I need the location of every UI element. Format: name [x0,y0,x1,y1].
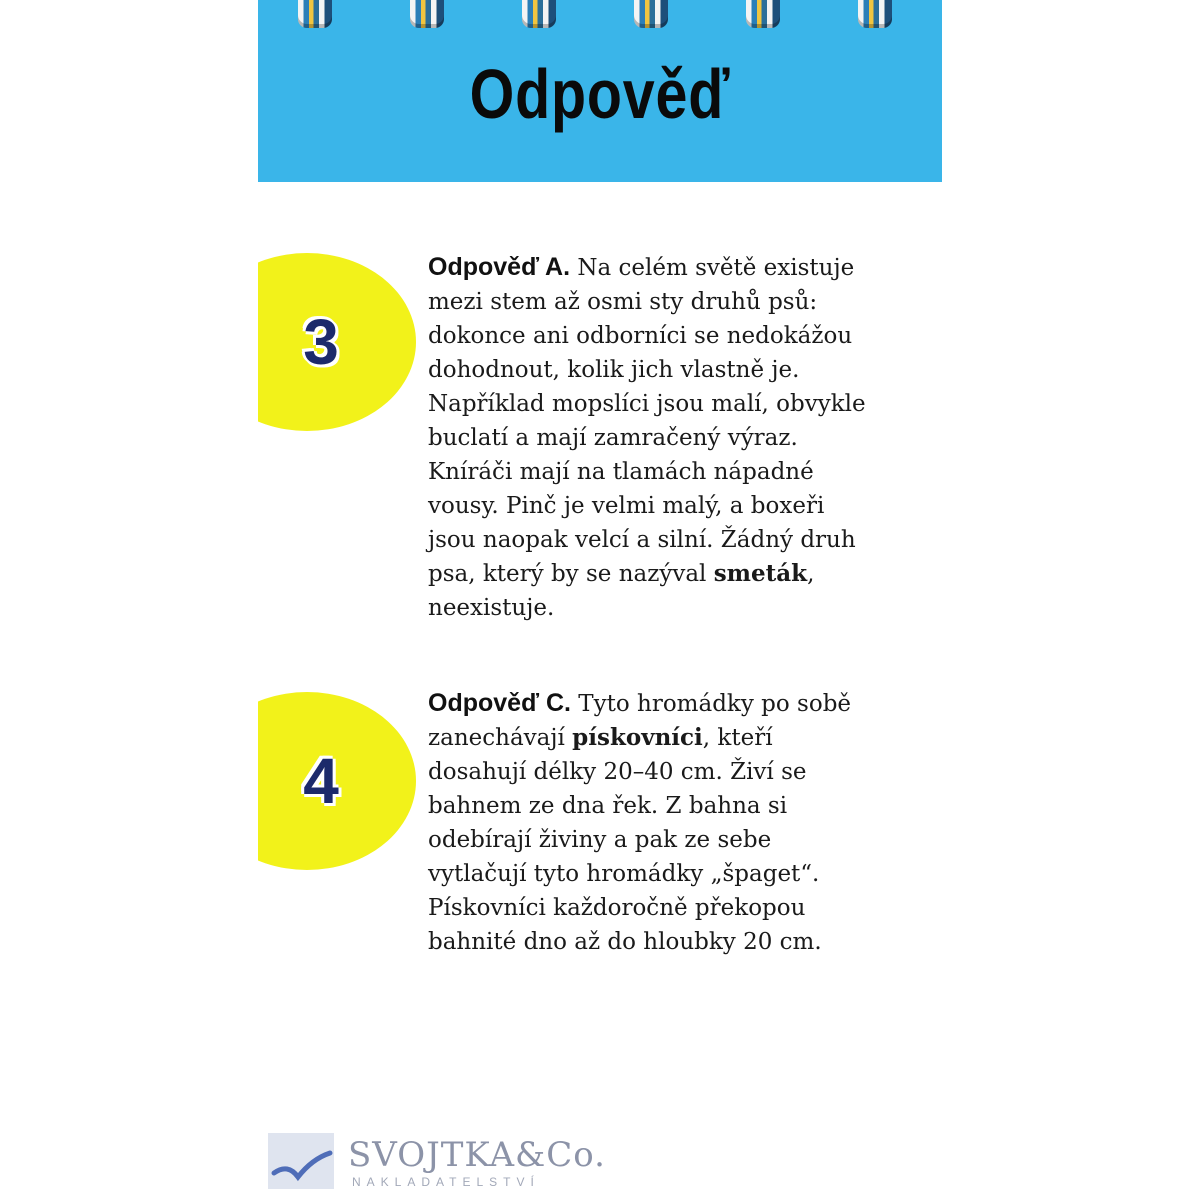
number-badge [258,692,416,870]
quiz-card [258,0,942,1200]
answer-lead: Odpověď A. [428,253,571,281]
spiral-ring-icon [858,0,892,28]
spiral-ring-icon [746,0,780,28]
answer-block [428,686,868,959]
badge-number: 4 [303,745,339,817]
publisher-name: SVOJTKA&Co. [348,1135,606,1175]
answer-text-end: , neexistuje. [428,561,815,621]
header-banner [258,0,942,182]
publisher-subtitle: NAKLADATELSTVÍ [352,1175,540,1189]
publisher-logo [268,1133,606,1193]
answer-text: Na celém světě existuje mezi stem až osmi sty druhů psů: dokonce ani odborníci se nedokážou dohodnout, kolik jich vlastně je. Například mopslíci jsou malí, obvykle buclatí a mají zamračený výraz. Kníráči mají na tlamách nápadné vousy. Pinč je velmi malý, a boxeři jsou naopak velcí a silní. Žádný druh psa, který by se nazýval [428,255,866,587]
page-title: Odpověď [469,55,731,133]
answer-keyword: pískovníci [572,724,703,751]
answer-block [428,250,868,625]
spiral-ring-icon [410,0,444,28]
spiral-ring-icon [522,0,556,28]
answer-lead: Odpověď C. [428,689,571,717]
spiral-ring-icon [298,0,332,28]
badge-number: 3 [303,306,339,378]
book-check-icon [268,1133,334,1189]
number-badge [258,253,416,431]
answer-keyword: smeták [713,560,808,587]
spiral-ring-icon [634,0,668,28]
answer-text: Tyto hromádky po sobě zanechávají [428,691,852,751]
answer-text-end: , kteří dosahují délky 20–40 cm. Živí se bahnem ze dna řek. Z bahna si odebírají živiny a pak ze sebe vytlačují tyto hromádky „špaget“. Pískovníci každoročně překopou bahnité dno až do hloubky 20 cm. [428,725,822,955]
